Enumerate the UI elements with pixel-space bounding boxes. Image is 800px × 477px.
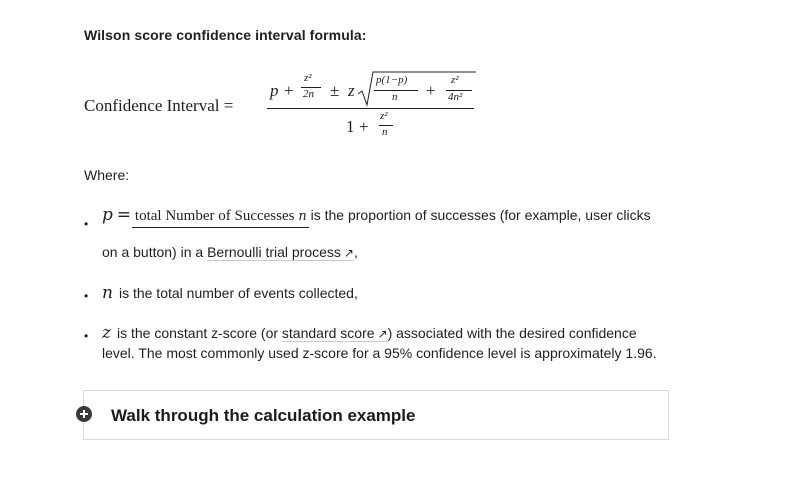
p-description-tail: on a button) in a <box>102 244 208 260</box>
p-description-line2 <box>102 242 358 263</box>
plus-circle-icon[interactable] <box>76 406 92 422</box>
z-description: is the constant z-score (or <box>116 325 282 341</box>
bullet-dot: • <box>84 329 89 343</box>
symbol-z: z <box>102 323 111 343</box>
frac-4n2: 4n² <box>448 91 463 103</box>
frac-num-successes: total Number of Successes <box>134 208 295 224</box>
numerator-plus: + <box>284 81 294 100</box>
bernoulli-link[interactable]: Bernoulli trial process ↗ <box>207 244 354 260</box>
formula-label: Confidence Interval = <box>84 96 234 115</box>
denom-one: 1 <box>346 117 355 136</box>
frac-bar-successes <box>132 227 309 228</box>
denom-n: n <box>382 126 388 138</box>
z-description-line2: level. The most commonly used z-score for a 95% confidence level is approximately 1.96. <box>102 345 657 361</box>
plus-minus: ± <box>330 81 340 100</box>
symbol-equals: = <box>116 205 132 225</box>
bullet-dot: • <box>84 217 89 231</box>
denom-plus: + <box>359 117 369 136</box>
external-link-icon: ↗ <box>343 246 354 260</box>
frac-den-n: n <box>298 209 307 224</box>
formula-denominator <box>346 110 406 143</box>
numerator-z: z <box>348 81 355 100</box>
symbol-p: p <box>102 205 113 225</box>
numerator-p: p <box>270 81 279 100</box>
standard-score-link[interactable]: standard score ↗ <box>281 325 388 341</box>
list-item-n <box>102 283 358 303</box>
calculation-example-accordion[interactable] <box>83 390 669 440</box>
sqrt-plus: + <box>426 81 436 100</box>
symbol-n: n <box>102 283 113 303</box>
external-link-icon: ↗ <box>377 327 388 341</box>
where-label: Where: <box>84 167 130 183</box>
frac-z2: z² <box>304 72 312 84</box>
formula-heading: Wilson score confidence interval formula: <box>84 27 367 43</box>
p-description-end: , <box>353 244 358 260</box>
n-description: is the total number of events collected, <box>118 285 358 301</box>
frac-2n: 2n <box>303 88 314 100</box>
frac-z2-b: z² <box>451 74 459 86</box>
list-item-z <box>102 323 637 344</box>
z-description-cont: ) associated with the desired confidence <box>387 325 637 341</box>
bullet-dot: • <box>84 289 89 303</box>
formula-numerator <box>270 72 480 106</box>
denom-z2: z² <box>380 110 388 122</box>
accordion-label: Walk through the calculation example <box>111 406 416 425</box>
frac-n: n <box>392 91 398 103</box>
wilson-formula <box>84 68 504 150</box>
main-fraction-bar <box>267 108 474 109</box>
frac-p-one-minus-p: p(1−p) <box>376 74 408 86</box>
p-description: is the proportion of successes (for example, user clicks <box>310 207 651 223</box>
